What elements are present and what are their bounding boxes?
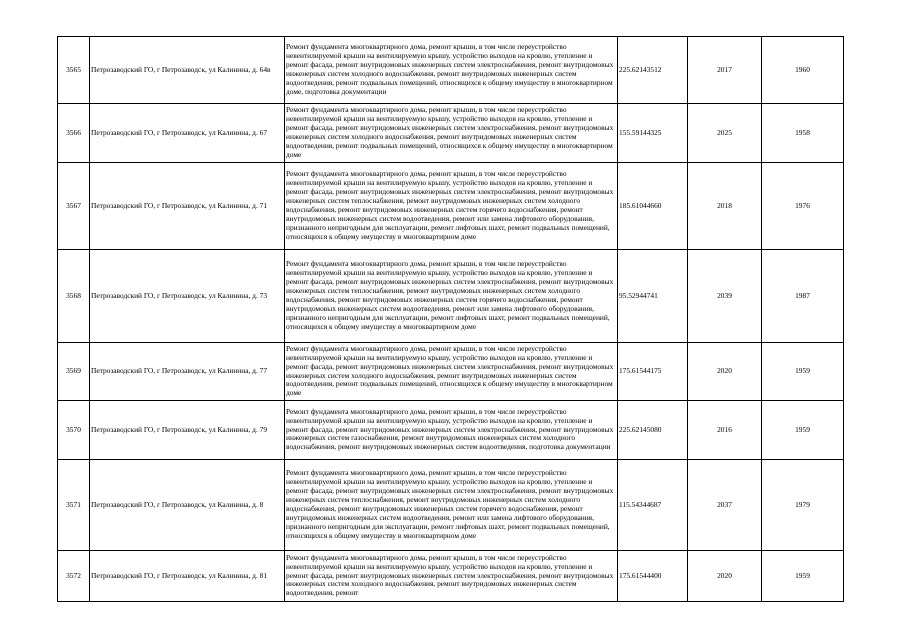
register-table-body	[58, 37, 844, 602]
construction-year: 1976	[762, 163, 844, 250]
construction-year: 1958	[762, 104, 844, 163]
construction-year: 1959	[762, 343, 844, 401]
table-row	[58, 104, 844, 163]
building-address: Петрозаводский ГО, г Петрозаводск, ул Калинина, д. 73	[90, 250, 285, 343]
row-number: 3569	[58, 343, 90, 401]
table-row	[58, 250, 844, 343]
row-number: 3571	[58, 460, 90, 551]
row-number: 3567	[58, 163, 90, 250]
planned-year: 2037	[688, 460, 762, 551]
repair-cost: 155.59144325	[618, 104, 688, 163]
repair-works: Ремонт фундамента многоквартирного дома, ремонт крыши, в том числе переустройство невентилируемой крыши на вентилируемую крышу, устройство выходов на кровлю, утепление и ремонт фасада, ремонт внутридомовых инженерных систем электроснабжения, ремонт внутридомовых инженерных систем холодного водоснабжения, ремонт внутридомовых инженерных систем водоотведения, ремонт подвальных помещений, относящихся к общему имуществу в многоквартирном доме	[285, 343, 618, 401]
repair-cost: 185.61044660	[618, 163, 688, 250]
table-row	[58, 401, 844, 460]
repair-cost: 225.62145080	[618, 401, 688, 460]
repair-works: Ремонт фундамента многоквартирного дома, ремонт крыши, в том числе переустройство невентилируемой крыши на вентилируемую крышу, устройство выходов на кровлю, утепление и ремонт фасада, ремонт внутридомовых инженерных систем электроснабжения, ремонт внутридомовых инженерных систем газоснабжения, ремонт внутридомовых инженерных систем холодного водоснабжения, ремонт внутридомовых инженерных систем водоотведения, подготовка документации	[285, 401, 618, 460]
planned-year: 2039	[688, 250, 762, 343]
construction-year: 1960	[762, 37, 844, 104]
planned-year: 2020	[688, 343, 762, 401]
row-number: 3568	[58, 250, 90, 343]
construction-year: 1987	[762, 250, 844, 343]
building-address: Петрозаводский ГО, г Петрозаводск, ул Калинина, д. 8	[90, 460, 285, 551]
building-address: Петрозаводский ГО, г Петрозаводск, ул Калинина, д. 77	[90, 343, 285, 401]
planned-year: 2017	[688, 37, 762, 104]
repair-works: Ремонт фундамента многоквартирного дома, ремонт крыши, в том числе переустройство невентилируемой крыши на вентилируемую крышу, устройство выходов на кровлю, утепление и ремонт фасада, ремонт внутридомовых инженерных систем электроснабжения, ремонт внутридомовых инженерных систем холодного водоснабжения, ремонт внутридомовых инженерных систем водоотведения, ремонт подвальных помещений, относящихся к общему имуществу в многоквартирном доме	[285, 104, 618, 163]
building-address: Петрозаводский ГО, г Петрозаводск, ул Калинина, д. 71	[90, 163, 285, 250]
row-number: 3565	[58, 37, 90, 104]
table-row	[58, 460, 844, 551]
repair-works: Ремонт фундамента многоквартирного дома, ремонт крыши, в том числе переустройство невентилируемой крыши на вентилируемую крышу, устройство выходов на кровлю, утепление и ремонт фасада, ремонт внутридомовых инженерных систем электроснабжения, ремонт внутридомовых инженерных систем теплоснабжения, ремонт внутридомовых инженерных систем холодного водоснабжения, ремонт внутридомовых инженерных систем горячего водоснабжения, ремонт внутридомовых инженерных систем водоотведения, ремонт или замена лифтового оборудования, признанного непригодным для эксплуатации, ремонт лифтовых шахт, ремонт подвальных помещений, относящихся к общему имуществу в многоквартирном доме	[285, 460, 618, 551]
planned-year: 2025	[688, 104, 762, 163]
construction-year: 1959	[762, 551, 844, 602]
building-address: Петрозаводский ГО, г Петрозаводск, ул Калинина, д. 64в	[90, 37, 285, 104]
repair-cost: 115.54344687	[618, 460, 688, 551]
repair-cost: 175.61544175	[618, 343, 688, 401]
register-table	[57, 36, 844, 602]
planned-year: 2018	[688, 163, 762, 250]
repair-cost: 225.62143512	[618, 37, 688, 104]
repair-works: Ремонт фундамента многоквартирного дома, ремонт крыши, в том числе переустройство невентилируемой крыши на вентилируемую крышу, устройство выходов на кровлю, утепление и ремонт фасада, ремонт внутридомовых инженерных систем электроснабжения, ремонт внутридомовых инженерных систем холодного водоснабжения, ремонт внутридомовых инженерных систем водоотведения, ремонт подвальных помещений, относящихся к общему имуществу в многоквартирном доме, подготовка документации	[285, 37, 618, 104]
row-number: 3572	[58, 551, 90, 602]
repair-cost: 95.52944741	[618, 250, 688, 343]
building-address: Петрозаводский ГО, г Петрозаводск, ул Калинина, д. 67	[90, 104, 285, 163]
planned-year: 2016	[688, 401, 762, 460]
repair-works: Ремонт фундамента многоквартирного дома, ремонт крыши, в том числе переустройство невентилируемой крыши на вентилируемую крышу, устройство выходов на кровлю, утепление и ремонт фасада, ремонт внутридомовых инженерных систем электроснабжения, ремонт внутридомовых инженерных систем теплоснабжения, ремонт внутридомовых инженерных систем холодного водоснабжения, ремонт внутридомовых инженерных систем горячего водоснабжения, ремонт внутридомовых инженерных систем водоотведения, ремонт или замена лифтового оборудования, признанного непригодным для эксплуатации, ремонт лифтовых шахт, ремонт подвальных помещений, относящихся к общему имуществу в многоквартирном доме	[285, 250, 618, 343]
table-row	[58, 551, 844, 602]
row-number: 3566	[58, 104, 90, 163]
construction-year: 1979	[762, 460, 844, 551]
table-row	[58, 37, 844, 104]
repair-works: Ремонт фундамента многоквартирного дома, ремонт крыши, в том числе переустройство невентилируемой крыши на вентилируемую крышу, устройство выходов на кровлю, утепление и ремонт фасада, ремонт внутридомовых инженерных систем электроснабжения, ремонт внутридомовых инженерных систем холодного водоснабжения, ремонт внутридомовых инженерных систем водоотведения, ремонт	[285, 551, 618, 602]
row-number: 3570	[58, 401, 90, 460]
construction-year: 1959	[762, 401, 844, 460]
repair-cost: 175.61544400	[618, 551, 688, 602]
table-row	[58, 163, 844, 250]
building-address: Петрозаводский ГО, г Петрозаводск, ул Калинина, д. 81	[90, 551, 285, 602]
table-row	[58, 343, 844, 401]
repair-works: Ремонт фундамента многоквартирного дома, ремонт крыши, в том числе переустройство невентилируемой крыши на вентилируемую крышу, устройство выходов на кровлю, утепление и ремонт фасада, ремонт внутридомовых инженерных систем электроснабжения, ремонт внутридомовых инженерных систем теплоснабжения, ремонт внутридомовых инженерных систем холодного водоснабжения, ремонт внутридомовых инженерных систем горячего водоснабжения, ремонт внутридомовых инженерных систем водоотведения, ремонт или замена лифтового оборудования, признанного непригодным для эксплуатации, ремонт лифтовых шахт, ремонт подвальных помещений, относящихся к общему имуществу в многоквартирном доме	[285, 163, 618, 250]
building-address: Петрозаводский ГО, г Петрозаводск, ул Калинина, д. 79	[90, 401, 285, 460]
planned-year: 2020	[688, 551, 762, 602]
